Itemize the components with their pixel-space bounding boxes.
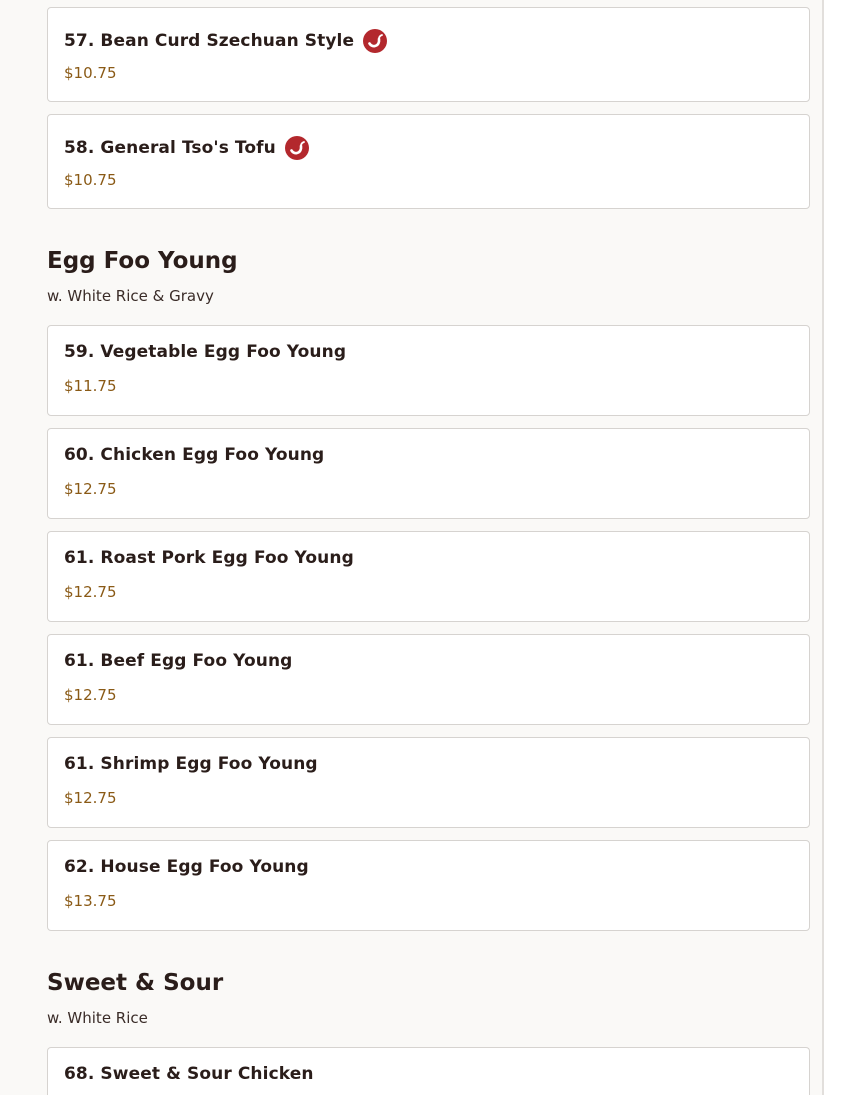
menu-item-name: 61. Roast Pork Egg Foo Young [64, 548, 354, 568]
menu-item-price: $10.75 [64, 171, 117, 189]
menu-item-price: $12.75 [64, 583, 117, 601]
menu-item-price: $12.75 [64, 480, 117, 498]
menu-item-price: $12.75 [64, 789, 117, 807]
section-title: Egg Foo Young [47, 248, 238, 274]
menu-item-card[interactable] [47, 7, 810, 102]
spicy-icon [363, 29, 387, 53]
menu-item-name: 60. Chicken Egg Foo Young [64, 445, 325, 465]
section-subtitle: w. White Rice & Gravy [47, 287, 214, 305]
menu-item-card[interactable] [47, 737, 810, 828]
menu-item-card[interactable] [47, 428, 810, 519]
section-subtitle: w. White Rice [47, 1009, 148, 1027]
menu-item-name: 61. Beef Egg Foo Young [64, 651, 293, 671]
menu-item-card[interactable] [47, 634, 810, 725]
menu-item-price: $12.75 [64, 686, 117, 704]
menu-item-name: 57. Bean Curd Szechuan Style [64, 31, 355, 51]
menu-item-price: $11.75 [64, 377, 117, 395]
menu-item-price: $10.75 [64, 64, 117, 82]
section-title: Sweet & Sour [47, 970, 224, 996]
right-panel [824, 0, 844, 1095]
menu-item-price: $13.75 [64, 892, 117, 910]
spicy-icon [285, 136, 309, 160]
menu-item-card[interactable] [47, 114, 810, 209]
menu-item-card[interactable] [47, 531, 810, 622]
menu-item-name: 59. Vegetable Egg Foo Young [64, 342, 347, 362]
menu-item-name: 62. House Egg Foo Young [64, 857, 309, 877]
menu-item-name: 58. General Tso's Tofu [64, 138, 276, 158]
menu-item-card[interactable] [47, 1047, 810, 1095]
menu-item-card[interactable] [47, 325, 810, 416]
menu-item-name: 68. Sweet & Sour Chicken [64, 1064, 314, 1084]
menu-item-name: 61. Shrimp Egg Foo Young [64, 754, 318, 774]
menu-item-card[interactable] [47, 840, 810, 931]
